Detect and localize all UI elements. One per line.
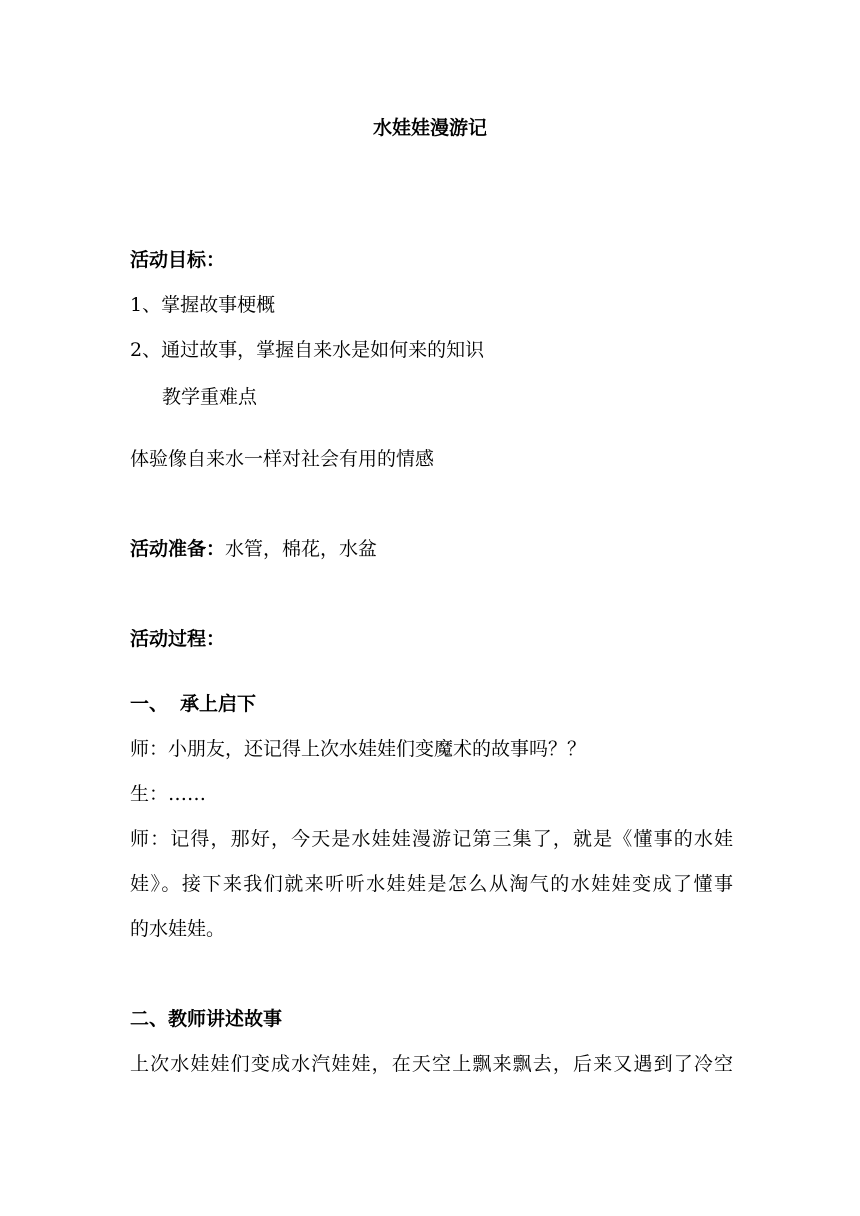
key-points-text: 体验像自来水一样对社会有用的情感 [130,448,435,470]
key-points-heading: 教学重难点 [162,386,258,408]
section2-line-1: 上次水娃娃们变成水汽娃娃，在天空上飘来飘去，后来又遇到了冷空 [130,1053,733,1075]
goal-item-2: 2、通过故事，掌握自来水是如何来的知识 [130,339,485,361]
preparation-label: 活动准备： [130,538,226,560]
goals-heading: 活动目标： [130,249,226,271]
process-heading: 活动过程： [130,628,226,650]
section1-title: 承上启下 [180,693,257,715]
goal-item-1: 1、掌握故事梗概 [130,294,276,316]
section1-number: 一、 [130,693,169,715]
preparation-text: 水管，棉花，水盆 [225,538,378,560]
section1-heading [130,692,256,716]
section1-line-2: 生：…… [130,783,207,805]
document-title: 水娃娃漫游记 [372,117,487,139]
preparation-line [130,537,377,561]
section1-line-4: 娃》。接下来我们就来听听水娃娃是怎么从淘气的水娃娃变成了懂事 [130,873,733,895]
section2-heading: 二、教师讲述故事 [130,1008,283,1030]
section1-line-1: 师：小朋友，还记得上次水娃娃们变魔术的故事吗？？ [130,738,587,760]
section1-line-3: 师：记得，那好，今天是水娃娃漫游记第三集了，就是《懂事的水娃 [130,828,733,850]
section1-line-5: 的水娃娃。 [130,918,226,940]
